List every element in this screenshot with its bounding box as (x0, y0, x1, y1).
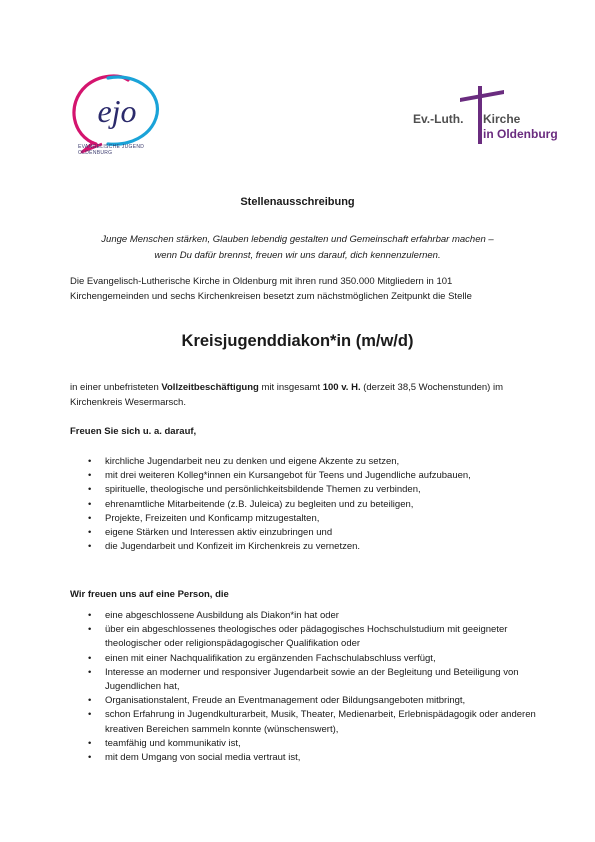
motto-line1: Junge Menschen stärken, Glauben lebendig gestalten und Gemeinschaft erfahrbar machen – (101, 234, 494, 245)
terms-paragraph (70, 381, 530, 410)
kirche-logo-line2: in Oldenburg (483, 127, 558, 141)
list-item: • die Jugendarbeit und Konfizeit im Kirchenkreis zu vernetzen. (88, 540, 543, 554)
list-item: • teamfähig und kommunikativ ist, (88, 737, 543, 751)
list-item: • über ein abgeschlossenes theologisches oder pädagogisches Hochschulstudium mit geeigneter theologischer oder religionspädagogischer Qualifikation oder (88, 623, 543, 651)
ejo-caption-line1: EVANGELISCHE JUGEND (78, 144, 145, 150)
section2-list (88, 609, 543, 765)
list-item: • eigene Stärken und Interessen aktiv einzubringen und (88, 526, 543, 540)
list-item: • ehrenamtliche Mitarbeitende (z.B. Juleica) zu begleiten und zu beteiligen, (88, 498, 543, 512)
list-item: • kirchliche Jugendarbeit neu zu denken und eigene Akzente zu setzen, (88, 455, 543, 469)
terms-bold1: Vollzeitbeschäftigung (161, 382, 259, 393)
terms-part1: in einer unbefristeten (70, 382, 162, 393)
ejo-caption-line2: OLDENBURG (78, 150, 113, 156)
terms-bold2: 100 v. H. (322, 382, 361, 393)
list-item: • Organisationstalent, Freude an Eventmanagement oder Bildungsangeboten mitbringt, (88, 694, 543, 708)
list-item: • mit dem Umgang von social media vertraut ist, (88, 751, 543, 765)
list-item: • einen mit einer Nachqualifikation zu ergänzenden Fachschulabschluss verfügt, (88, 652, 543, 666)
list-item: • Interesse an moderner und responsiver Jugendarbeit sowie an der Begleitung und Beteiligung von Jugendlichen hat, (88, 666, 543, 694)
terms-part3: (derzeit 38,5 Wochenstunden) im Kirchenkreis Wesermarsch. (70, 382, 503, 408)
kirche-logo-line1: Kirche (483, 112, 521, 126)
job-title: Kreisjugenddiakon*in (m/w/d) (181, 332, 414, 350)
document-heading: Stellenausschreibung (240, 196, 355, 208)
list-item: • mit drei weiteren Kolleg*innen ein Kursangebot für Teens und Jugendliche aufzubauen, (88, 469, 543, 483)
list-item: • Projekte, Freizeiten und Konficamp mitzugestalten, (88, 512, 543, 526)
list-item: • schon Erfahrung in Jugendkulturarbeit, Musik, Theater, Medienarbeit, Erlebnispädagogik oder anderen kreativen Bereichen sammeln konnte (wünschenswert), (88, 708, 543, 736)
motto (70, 232, 525, 264)
section1-heading: Freuen Sie sich u. a. darauf, (70, 426, 197, 437)
ejo-caption (78, 144, 144, 156)
section2-heading: Wir freuen uns auf eine Person, die (70, 589, 229, 600)
section1-list (88, 455, 543, 554)
list-item: • spirituelle, theologische und persönlichkeitsbildende Themen zu verbinden, (88, 483, 543, 497)
ejo-wordmark: ejo (97, 93, 137, 129)
list-item: • eine abgeschlossene Ausbildung als Diakon*in hat oder (88, 609, 543, 623)
kirche-logo-ev-luth: Ev.-Luth. (413, 112, 464, 126)
intro-paragraph: Die Evangelisch-Lutherische Kirche in Oldenburg mit ihren rund 350.000 Mitgliedern in 101 Kirchengemeinden und sechs Kirchenkreisen besetzt zum nächstmöglichen Zeitpunkt die Stelle (70, 276, 472, 302)
terms-part2: mit insgesamt (258, 382, 323, 393)
motto-line2: wenn Du dafür brennst, freuen wir uns darauf, dich kennenzulernen. (154, 250, 441, 261)
